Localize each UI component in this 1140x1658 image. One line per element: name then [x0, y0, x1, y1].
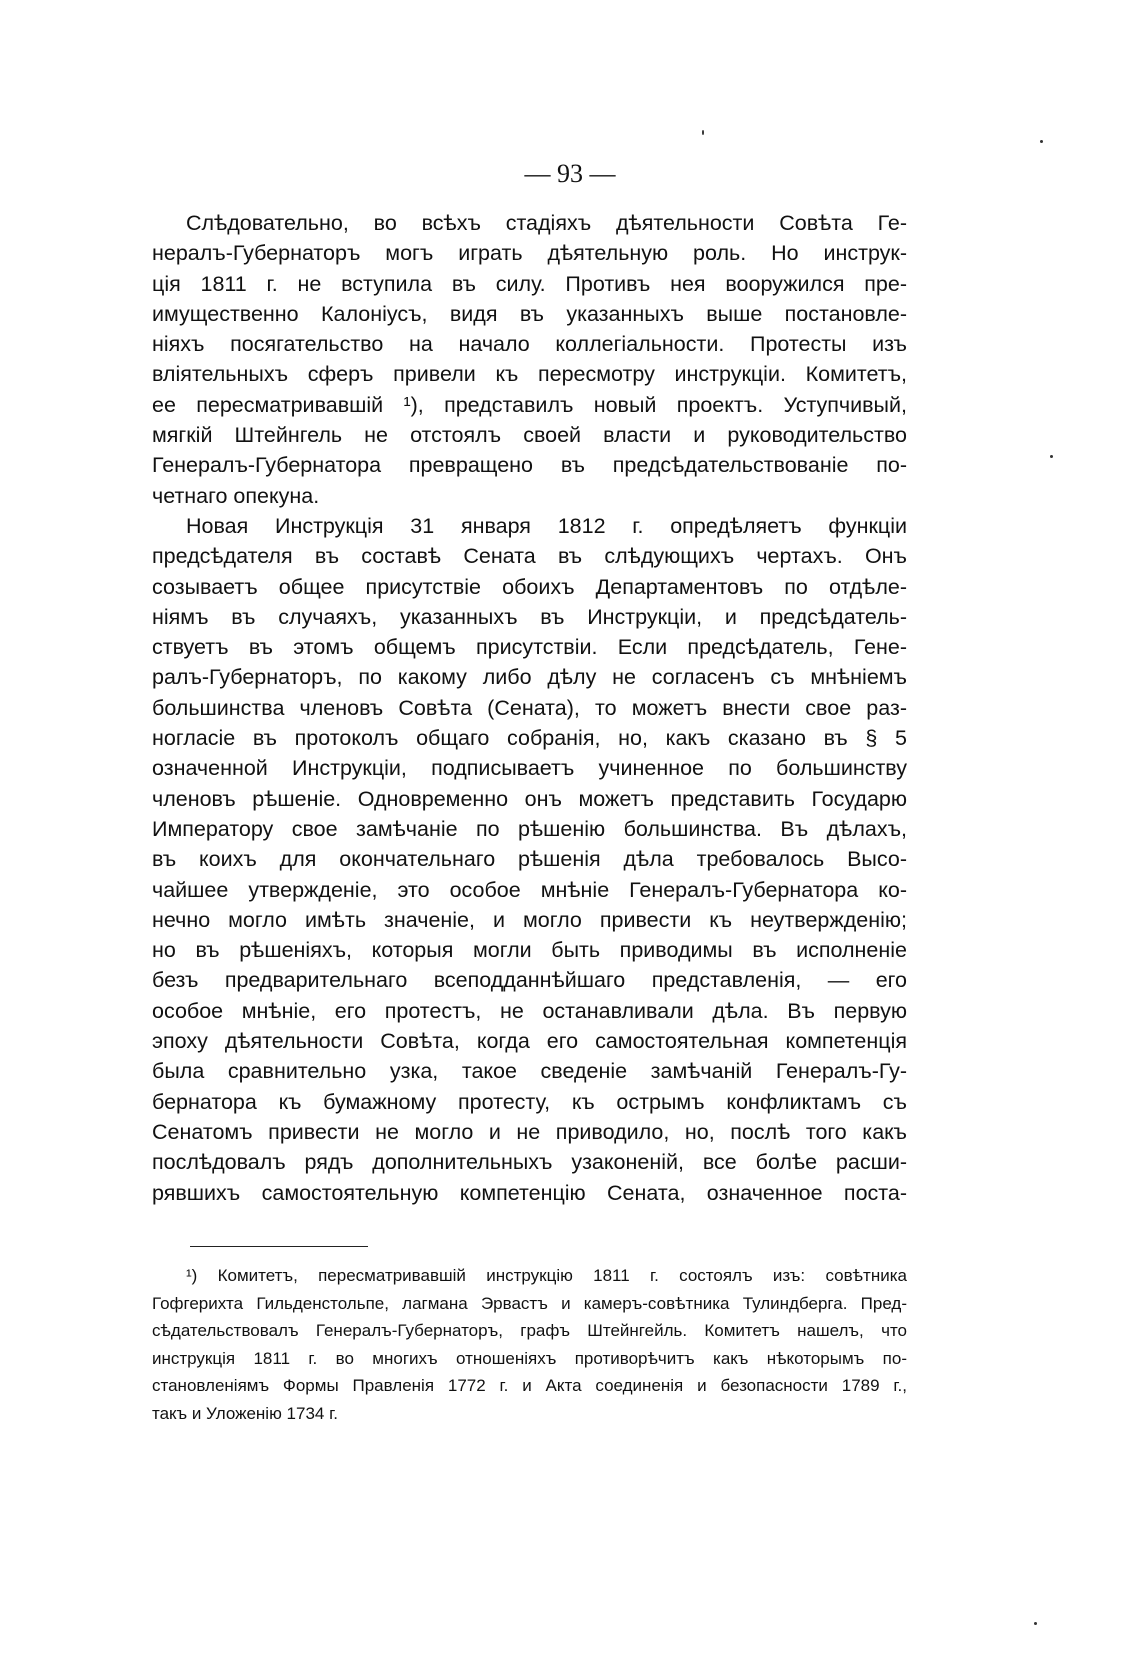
text-line: послѣдовалъ рядъ дополнительныхъ узаконеній, все болѣе расши-	[152, 1150, 907, 1175]
footnote-line	[152, 1262, 907, 1290]
text-line: ція 1811 г. не вступила въ силу. Противъ нея вооружился пре-	[152, 271, 907, 296]
text-line: Сенатомъ привести не могло и не приводило, но, послѣ того какъ	[152, 1119, 907, 1144]
text-line: Генералъ-Губернатора превращено въ предсѣдательствованіе по-	[152, 453, 907, 478]
text-line: рявшихъ самостоятельную компетенцію Сената, означенное поста-	[152, 1180, 907, 1205]
footnote-line: становленіямъ Формы Правленія 1772 г. и Акта соединенія и безопасности 1789 г.,	[152, 1376, 907, 1395]
main-text	[152, 208, 907, 1208]
footnote-divider	[190, 1246, 368, 1247]
text-line: нечно могло имѣть значеніе, и могло привести къ неутвержденію;	[152, 907, 907, 932]
text-line: членовъ рѣшеніе. Одновременно онъ можетъ представить Государю	[152, 786, 907, 811]
text-line: означенной Инструкціи, подписываетъ учиненное по большинству	[152, 756, 907, 781]
text-line: Слѣдовательно, во всѣхъ стадіяхъ дѣятельности Совѣта Ге-	[186, 211, 907, 235]
text-line: созываетъ общее присутствіе обоихъ Департаментовъ по отдѣле-	[152, 574, 907, 599]
page-number: — 93 —	[524, 159, 616, 188]
footnote-marker: ¹)	[186, 1266, 198, 1285]
footnote-text: Комитетъ, пересматривавшій инструкцію 1811 г. состоялъ изъ: совѣтника	[217, 1266, 907, 1285]
text-line: имущественно Калоніусъ, видя въ указанныхъ выше постановле-	[152, 301, 907, 326]
footnote-line: Гофгерихта Гильденстольпе, лагмана Эрвастъ и камеръ-совѣтника Тулиндберга. Пред-	[152, 1293, 907, 1313]
scan-speck	[1050, 455, 1053, 458]
text-line: ніяхъ посягательство на начало коллегіальности. Протесты изъ	[152, 332, 907, 357]
text-line: ралъ-Губернаторъ, по какому либо дѣлу не согласенъ съ мнѣніемъ	[152, 665, 907, 690]
text-line: ствуетъ въ этомъ общемъ присутствіи. Если предсѣдатель, Гене-	[152, 635, 907, 660]
text-line: большинства членовъ Совѣта (Сената), то можетъ внести свое раз-	[152, 695, 907, 720]
text-line: ніямъ въ случаяхъ, указанныхъ въ Инструкціи, и предсѣдатель-	[152, 604, 907, 629]
text-line: ногласіе въ протоколъ общаго собранія, но, какъ сказано въ § 5	[152, 726, 907, 751]
text-line: ее пересматривавшій ¹), представилъ новый проектъ. Уступчивый,	[152, 392, 907, 417]
paragraph-2	[152, 511, 907, 1208]
scan-speck	[1040, 140, 1043, 143]
text-line: чайшее утвержденіе, это особое мнѣніе Генералъ-Губернатора ко-	[152, 877, 907, 902]
scan-speck	[1034, 1622, 1037, 1625]
footnote-line: инструкція 1811 г. во многихъ отношеніяхъ противорѣчитъ какъ нѣкоторымъ по-	[152, 1348, 907, 1368]
text-line: въ коихъ для окончательнаго рѣшенія дѣла требовалось Высо-	[152, 847, 907, 872]
text-line: четнаго опекуна.	[152, 483, 320, 508]
text-line: особое мнѣніе, его протестъ, не останавливали дѣла. Въ первую	[152, 998, 907, 1023]
text-line: нералъ-Губернаторъ могъ играть дѣятельную роль. Но инструк-	[152, 241, 907, 266]
text-line: была сравнительно узка, такое сведеніе замѣчаній Генералъ-Гу-	[152, 1059, 907, 1084]
footnote-line: сѣдательствовалъ Генералъ-Губернаторъ, графъ Штейнгейль. Комитетъ нашелъ, что	[152, 1321, 907, 1340]
text-line: предсѣдателя въ составѣ Сената въ слѣдующихъ чертахъ. Онъ	[152, 544, 907, 569]
footnote	[152, 1262, 907, 1427]
paragraph-1	[152, 208, 907, 511]
text-line: Новая Инструкція 31 января 1812 г. опредѣляетъ функціи	[186, 513, 907, 538]
text-line: безъ предварительнаго всеподданнѣйшаго представленія, — его	[152, 968, 907, 993]
text-line: но въ рѣшеніяхъ, которыя могли быть приводимы въ исполненіе	[152, 938, 907, 963]
scan-speck	[702, 130, 704, 135]
text-line: вліятельныхъ сферъ привели къ пересмотру инструкціи. Комитетъ,	[152, 362, 907, 387]
text-line: бернатора къ бумажному протесту, къ острымъ конфликтамъ съ	[152, 1089, 907, 1114]
text-line: мягкій Штейнгель не отстоялъ своей власти и руководительство	[152, 423, 907, 448]
text-line: эпоху дѣятельности Совѣта, когда его самостоятельная компетенція	[152, 1029, 907, 1054]
footnote-line: такъ и Уложенію 1734 г.	[152, 1403, 338, 1423]
text-line: Императору свое замѣчаніе по рѣшенію большинства. Въ дѣлахъ,	[152, 816, 907, 841]
